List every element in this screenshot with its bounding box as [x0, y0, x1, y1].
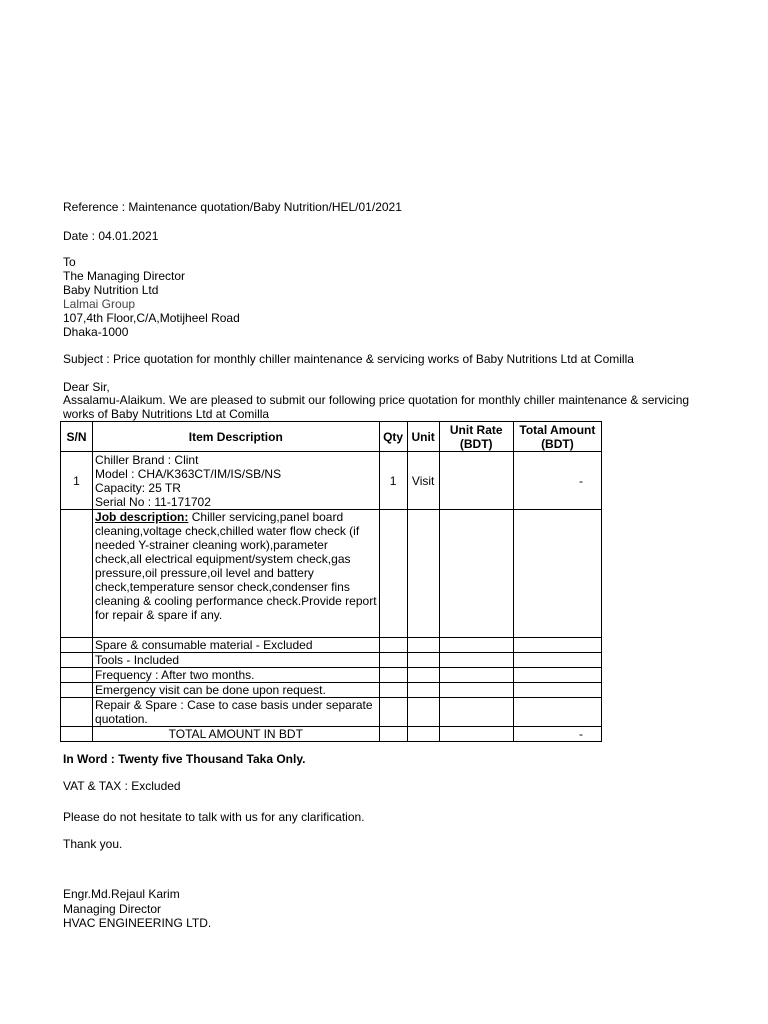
recipient-to: To — [63, 255, 76, 269]
quotation-table — [60, 421, 602, 742]
item1-qty: 1 — [379, 452, 407, 510]
item1-sn: 1 — [61, 452, 93, 510]
note-tools: Tools - Included — [93, 653, 380, 668]
note-frequency: Frequency : After two months. — [93, 668, 380, 683]
recipient-address-line1: 107,4th Floor,C/A,Motijheel Road — [63, 311, 240, 325]
table-row — [61, 653, 602, 668]
intro-line-2: works of Baby Nutritions Ltd at Comilla — [63, 407, 270, 421]
total-label: TOTAL AMOUNT IN BDT — [93, 727, 380, 742]
item1-unit: Visit — [407, 452, 439, 510]
header-unit: Unit — [407, 422, 439, 452]
amount-in-words: In Word : Twenty five Thousand Taka Only. — [63, 752, 306, 766]
item1-total: - — [513, 452, 601, 510]
recipient-group: Lalmai Group — [63, 297, 136, 311]
job-description-label: Job description: — [95, 510, 189, 524]
recipient-company: Baby Nutrition Ltd — [63, 283, 159, 297]
table-row — [61, 698, 602, 727]
note-spare: Spare & consumable material - Excluded — [93, 638, 380, 653]
total-row — [61, 727, 602, 742]
table-row — [61, 638, 602, 653]
item1-unit-rate — [439, 452, 513, 510]
signatory-company: HVAC ENGINEERING LTD. — [63, 916, 212, 930]
subject-line: Subject : Price quotation for monthly chiller maintenance & servicing works of Baby Nutritions Ltd at Comilla — [63, 352, 634, 366]
table-header-row — [61, 422, 602, 452]
table-row — [61, 683, 602, 698]
total-value: - — [513, 727, 601, 742]
signatory-title: Managing Director — [63, 902, 162, 916]
recipient-address-line2: Dhaka-1000 — [63, 325, 129, 339]
item1-description: Chiller Brand : Clint Model : CHA/K363CT/IM/IS/SB/NS Capacity: 25 TR Serial No : 11-171702 — [93, 452, 380, 510]
clarification-line: Please do not hesitate to talk with us for any clarification. — [63, 810, 365, 824]
signatory-name: Engr.Md.Rejaul Karim — [63, 887, 180, 901]
recipient-title: The Managing Director — [63, 269, 186, 283]
note-repair-spare: Repair & Spare : Case to case basis under separate quotation. — [93, 698, 380, 727]
header-item-description: Item Description — [93, 422, 380, 452]
table-row — [61, 510, 602, 638]
salutation: Dear Sir, — [63, 380, 110, 394]
vat-tax-line: VAT & TAX : Excluded — [63, 779, 181, 793]
table-row — [61, 452, 602, 510]
reference-line: Reference : Maintenance quotation/Baby Nutrition/HEL/01/2021 — [63, 200, 402, 214]
table-row — [61, 668, 602, 683]
header-sn: S/N — [61, 422, 93, 452]
header-unit-rate: Unit Rate (BDT) — [439, 422, 513, 452]
thank-you-line: Thank you. — [63, 837, 123, 851]
job-description: Job description: Chiller servicing,panel board cleaning,voltage check,chilled water flow check (if needed Y-strainer cleaning work),parameter check,all electrical equipment/system check,gas pressure,oil pressure,oil level and battery check,temperature sensor check,condenser fins cleaning & cooling performance check.Provide report for repair & spare if any. — [93, 510, 380, 638]
date-line: Date : 04.01.2021 — [63, 229, 159, 243]
intro-line-1: Assalamu-Alaikum. We are pleased to submit our following price quotation for monthly chiller maintenance & servicing — [63, 393, 690, 407]
header-total-amount: Total Amount (BDT) — [513, 422, 601, 452]
header-qty: Qty — [379, 422, 407, 452]
note-emergency: Emergency visit can be done upon request. — [93, 683, 380, 698]
